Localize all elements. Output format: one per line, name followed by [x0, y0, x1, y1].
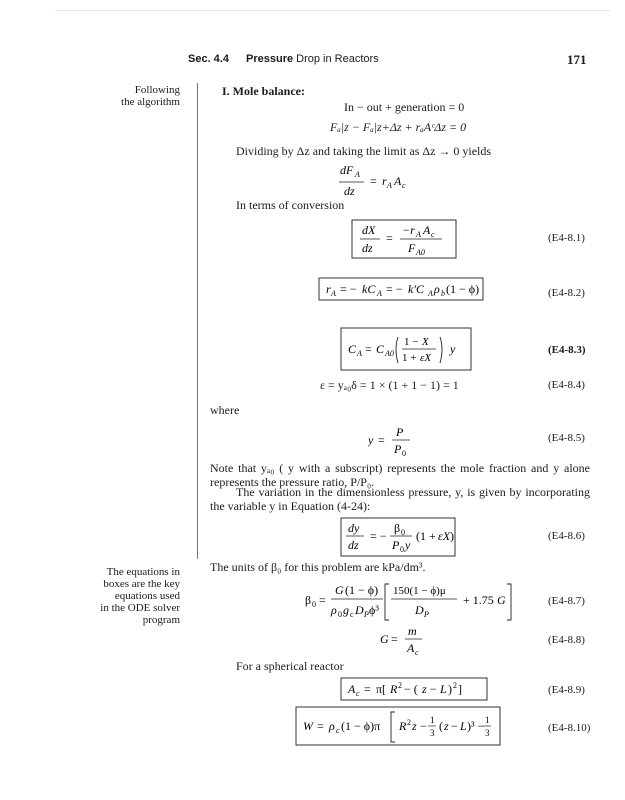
- svg-text:D: D: [415, 603, 424, 617]
- running-title: Pressure Drop in Reactors: [246, 53, 379, 65]
- svg-text:−: −: [430, 682, 437, 696]
- svg-text:=: =: [391, 632, 398, 646]
- units-text: The units of β₀ for this problem are kPa/dm³.: [210, 560, 426, 574]
- equation-number: (E4-8.9): [548, 684, 585, 696]
- svg-text:= −: = −: [370, 529, 387, 543]
- svg-text:0: 0: [338, 610, 342, 619]
- svg-text:A: A: [387, 181, 392, 190]
- svg-text:=: =: [378, 433, 385, 447]
- conversion-text: In terms of conversion: [236, 198, 345, 212]
- svg-text:P: P: [424, 610, 429, 619]
- svg-text:(1 +: (1 +: [416, 529, 436, 543]
- equation-number: (E4-8.5): [548, 432, 585, 444]
- svg-text:π[: π[: [376, 682, 387, 696]
- svg-text:c: c: [431, 230, 435, 239]
- svg-text:W: W: [303, 719, 313, 733]
- equation-box-1: [350, 218, 458, 260]
- svg-text:D: D: [355, 603, 364, 617]
- svg-text:=: =: [370, 174, 377, 188]
- svg-text:P: P: [394, 442, 402, 456]
- svg-text:c: c: [336, 726, 340, 735]
- svg-text:ϕ³: ϕ³: [369, 603, 379, 617]
- spherical-text: For a spherical reactor: [236, 659, 344, 673]
- top-rule: [55, 10, 610, 11]
- equation-number: (E4-8.2): [548, 287, 585, 299]
- svg-text:1: 1: [430, 715, 435, 725]
- equation-box-3: [340, 327, 472, 371]
- svg-text:ρ: ρ: [434, 282, 440, 296]
- svg-text:A: A: [416, 230, 421, 239]
- svg-text:=: =: [386, 231, 393, 245]
- svg-text:dX: dX: [362, 223, 376, 237]
- svg-text:b: b: [441, 289, 445, 298]
- pressure-ratio-equation: [368, 424, 418, 460]
- svg-text:1: 1: [485, 715, 490, 725]
- svg-text:=: =: [317, 719, 324, 733]
- svg-text:= −: = −: [340, 282, 357, 296]
- svg-text:1 +: 1 +: [402, 352, 417, 364]
- G-equation: [380, 624, 430, 658]
- svg-text:dz: dz: [362, 241, 373, 255]
- svg-text:= −: = −: [386, 282, 403, 296]
- svg-text:A: A: [428, 289, 433, 298]
- equation-number: (E4-8.10): [548, 722, 591, 734]
- margin-divider: [197, 83, 198, 559]
- svg-text:+ 1.75: + 1.75: [463, 593, 494, 607]
- svg-text:dF: dF: [340, 163, 354, 177]
- svg-text:L: L: [460, 719, 467, 733]
- svg-text:g: g: [343, 603, 349, 617]
- svg-text:y: y: [368, 433, 374, 447]
- equation-number: (E4-8.6): [548, 530, 585, 542]
- svg-text:0: 0: [312, 600, 316, 609]
- svg-text:1 −: 1 −: [404, 336, 419, 348]
- svg-text:−: −: [451, 719, 458, 733]
- svg-text:c: c: [350, 610, 354, 619]
- svg-text:A: A: [423, 223, 431, 237]
- svg-text:c: c: [356, 689, 360, 698]
- equation-box-6: [340, 517, 456, 557]
- svg-text:(1 − ϕ)π: (1 − ϕ)π: [341, 719, 381, 733]
- svg-text:y: y: [450, 342, 456, 356]
- svg-text:A0: A0: [416, 248, 425, 257]
- svg-text:): ): [448, 682, 452, 696]
- svg-text:)³ −: )³ −: [467, 719, 485, 733]
- svg-text:0: 0: [401, 528, 405, 537]
- svg-text:(1 − ϕ): (1 − ϕ): [446, 282, 480, 296]
- svg-text:εX: εX: [420, 352, 432, 364]
- svg-text:ρ: ρ: [331, 603, 337, 617]
- differential-equation: [338, 160, 418, 200]
- svg-text:A: A: [357, 349, 362, 358]
- svg-text:C: C: [376, 342, 385, 356]
- svg-text:(: (: [439, 719, 443, 733]
- svg-text:F: F: [408, 241, 416, 255]
- page-number: 171: [567, 52, 587, 67]
- equation-number: (E4-8.1): [548, 232, 585, 244]
- svg-text:z: z: [444, 719, 449, 733]
- svg-text:m: m: [408, 624, 417, 638]
- svg-text:3: 3: [430, 728, 435, 738]
- svg-text:G: G: [335, 583, 344, 597]
- svg-text:]: ]: [458, 682, 462, 696]
- section-label: Sec. 4.4: [188, 53, 229, 65]
- svg-text:0: 0: [400, 545, 404, 554]
- equation-box-9: [340, 677, 488, 701]
- svg-text:A: A: [394, 174, 402, 188]
- svg-text:C: C: [348, 342, 357, 356]
- svg-text:A0: A0: [385, 349, 394, 358]
- svg-text:R: R: [390, 682, 398, 696]
- beta-equation: [305, 578, 515, 624]
- svg-text:c: c: [415, 648, 419, 657]
- svg-text:c: c: [402, 181, 406, 190]
- svg-text:P: P: [396, 425, 404, 439]
- note-paragraph: Note that yₐ₀ ( y with a subscript) represents the mole fraction and y alone represents the pressure ratio, P/P₀.: [210, 461, 590, 489]
- svg-text:): ): [450, 529, 454, 543]
- svg-text:z: z: [412, 719, 417, 733]
- svg-text:−r: −r: [402, 223, 415, 237]
- svg-text:2: 2: [453, 681, 457, 690]
- svg-text:R: R: [399, 719, 407, 733]
- svg-text:A: A: [331, 289, 336, 298]
- svg-text:(1 − ϕ): (1 − ϕ): [345, 583, 379, 597]
- svg-text:β: β: [394, 521, 401, 535]
- svg-text:kC: kC: [362, 282, 376, 296]
- dividing-text: Dividing by Δz and taking the limit as Δz → 0 yields: [236, 144, 492, 158]
- svg-text:r: r: [326, 282, 331, 296]
- svg-text:3: 3: [485, 728, 490, 738]
- equation-box-2: [318, 277, 484, 301]
- svg-text:ρ: ρ: [329, 719, 335, 733]
- variation-paragraph: The variation in the dimensionless pressure, y, is given by incorporating the variable y in Equation (4-24):: [210, 485, 590, 513]
- svg-text:εX: εX: [438, 529, 451, 543]
- equation-number: (E4-8.3): [548, 344, 586, 356]
- equation-number: (E4-8.4): [548, 379, 585, 391]
- step-heading: I. Mole balance:: [222, 84, 305, 98]
- svg-text:β: β: [305, 593, 312, 607]
- svg-text:dz: dz: [344, 184, 355, 198]
- svg-text:A: A: [407, 641, 415, 655]
- svg-text:dz: dz: [348, 538, 359, 552]
- svg-text:=: =: [364, 682, 371, 696]
- svg-text:150(1 − ϕ)μ: 150(1 − ϕ)μ: [393, 585, 446, 597]
- margin-note-algorithm: Following the algorithm: [121, 84, 180, 108]
- svg-text:X: X: [422, 336, 429, 348]
- equation-number: (E4-8.8): [548, 634, 585, 646]
- svg-text:2: 2: [407, 718, 411, 727]
- svg-text:y: y: [405, 538, 411, 552]
- svg-text:z: z: [422, 682, 427, 696]
- equation-box-10: [295, 706, 501, 746]
- balance-equation: Fₐ|z − Fₐ|z+Δz + rₐAᶜΔz = 0: [330, 120, 467, 134]
- svg-text:A: A: [348, 682, 356, 696]
- svg-text:− (: − (: [404, 682, 418, 696]
- svg-text:A: A: [377, 289, 382, 298]
- svg-text:0: 0: [402, 449, 406, 458]
- svg-text:G: G: [380, 632, 389, 646]
- svg-text:2: 2: [398, 681, 402, 690]
- svg-text:−: −: [420, 719, 427, 733]
- svg-text:P: P: [392, 538, 400, 552]
- svg-text:A: A: [355, 170, 360, 179]
- svg-text:G: G: [497, 593, 506, 607]
- equation-number: (E4-8.7): [548, 595, 585, 607]
- svg-text:=: =: [365, 342, 372, 356]
- where-text: where: [210, 403, 240, 417]
- balance-statement: In − out + generation = 0: [344, 100, 465, 114]
- svg-text:r: r: [382, 174, 387, 188]
- epsilon-equation: ε = yₐ₀δ = 1 × (1 + 1 − 1) = 1: [320, 378, 459, 392]
- svg-text:L: L: [440, 682, 447, 696]
- margin-note-equations: The equations in boxes are the key equations used in the ODE solver program: [100, 566, 180, 626]
- svg-text:k′C: k′C: [408, 282, 424, 296]
- svg-text:dy: dy: [348, 521, 360, 535]
- svg-text:P: P: [364, 610, 369, 619]
- svg-text:=: =: [319, 593, 326, 607]
